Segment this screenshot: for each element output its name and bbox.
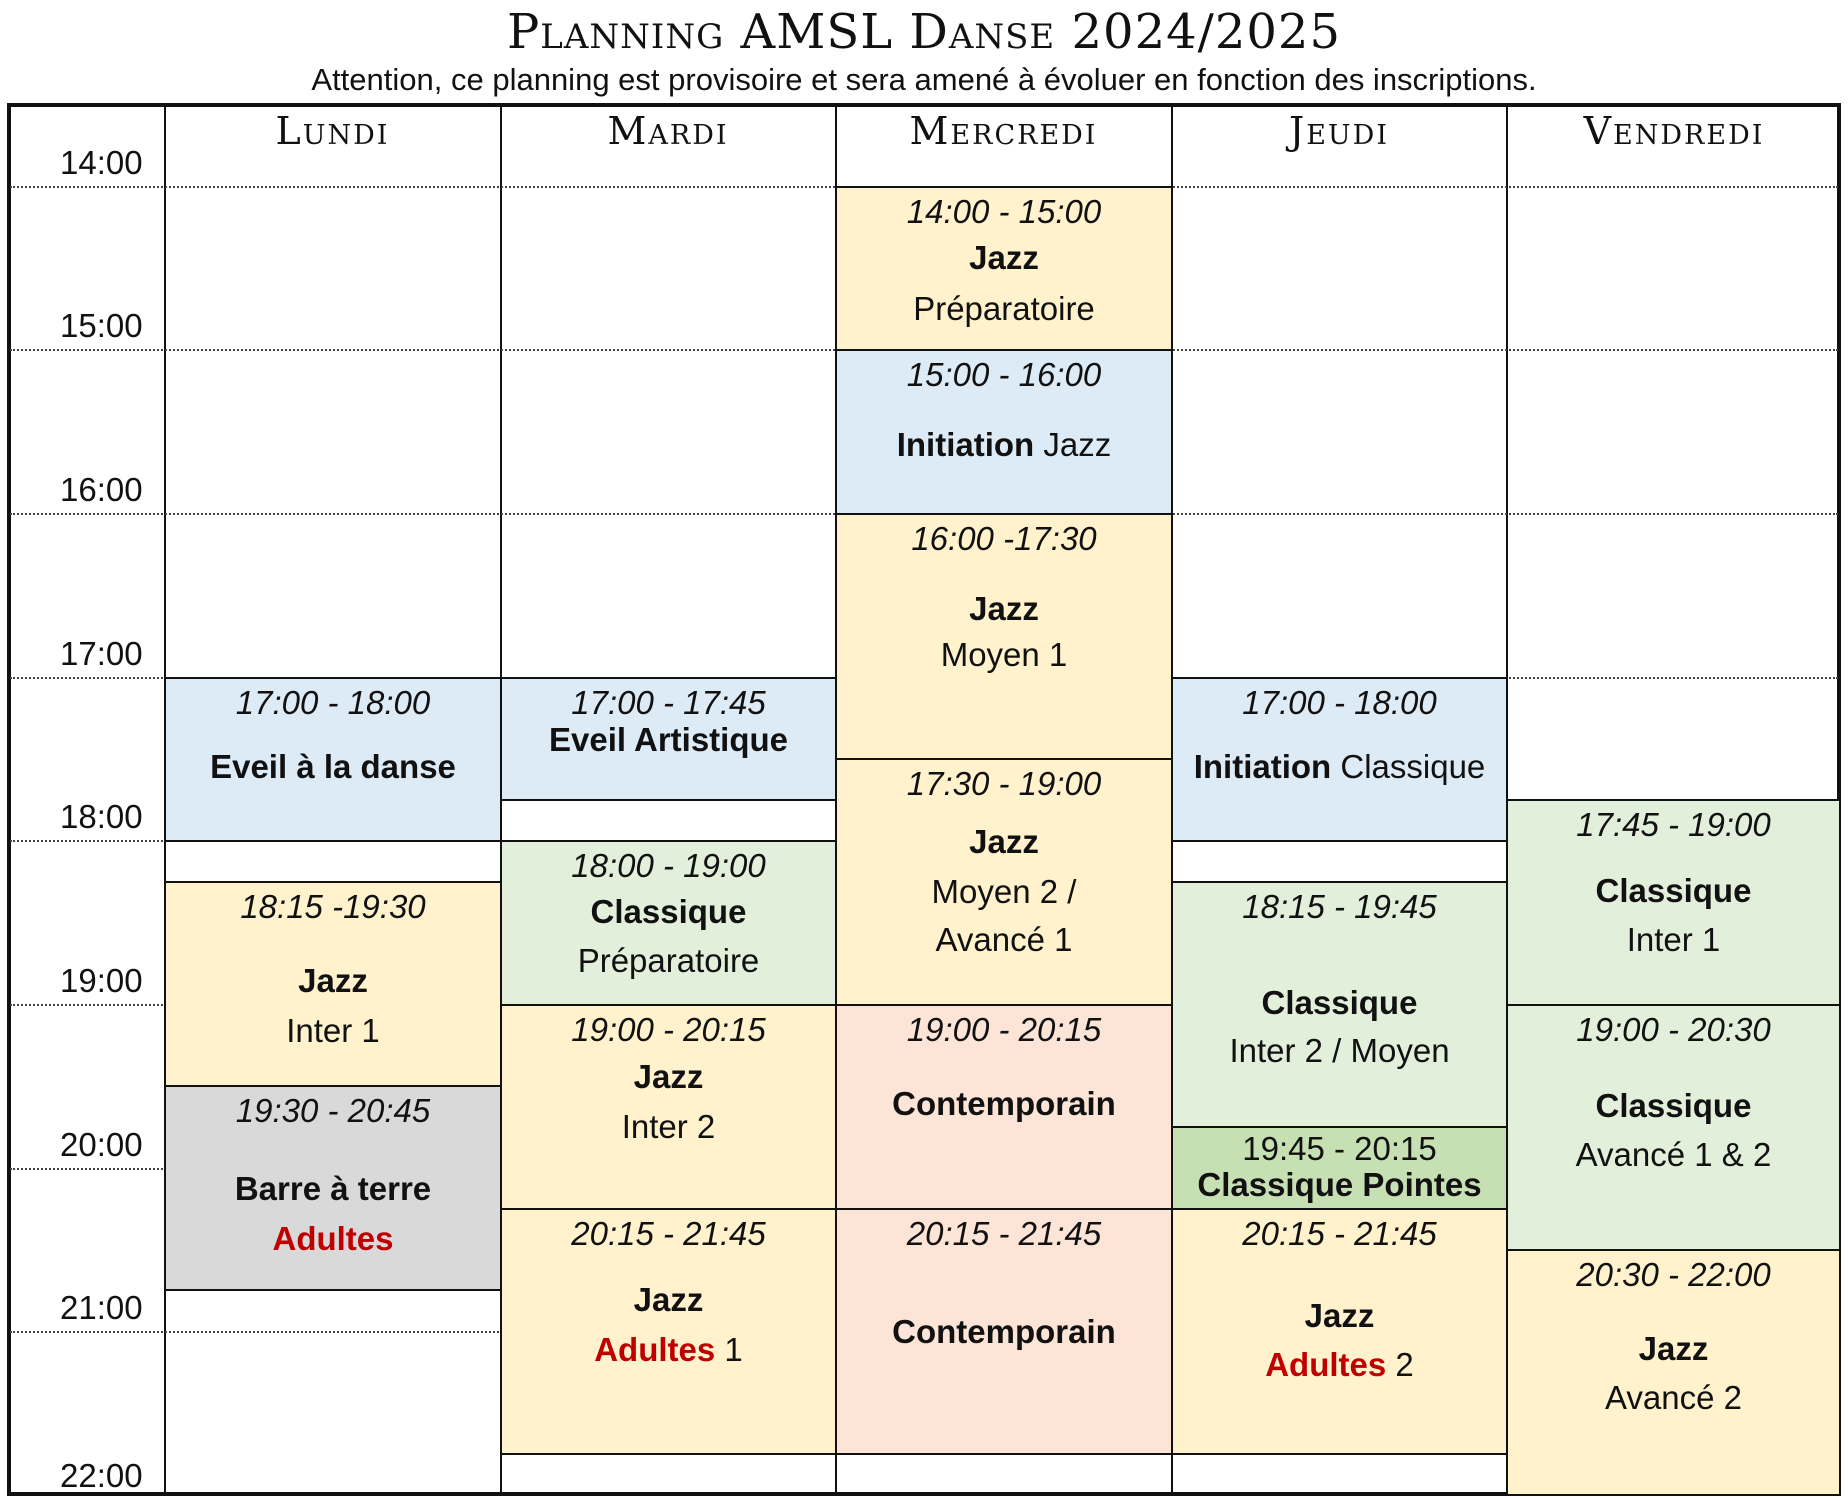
course-time: 14:00 - 15:00 [906, 193, 1102, 230]
course-name: Barre à terre [234, 1170, 432, 1207]
page-subtitle: Attention, ce planning est provisoire et sera amené à évoluer en fonction des inscriptions. [311, 62, 1537, 97]
course-level: Inter 1 [286, 1012, 380, 1049]
time-label: 17:00 [60, 635, 143, 672]
course-block-mercredi-initiation [835, 349, 1173, 515]
course-name: Jazz [633, 1281, 704, 1318]
time-label: 14:00 [60, 144, 143, 181]
time-label: 16:00 [60, 471, 143, 508]
course-time: 20:15 - 21:45 [571, 1215, 766, 1252]
course-name: Eveil Artistique [548, 721, 788, 758]
day-header-vendredi: Vendredi [1583, 109, 1765, 153]
course-name: Jazz [1638, 1330, 1709, 1367]
course-block-vendredi-jazz-avance2 [1506, 1249, 1841, 1496]
course-level: Avancé 2 [1605, 1379, 1742, 1416]
course-time: 18:15 -19:30 [240, 888, 426, 925]
course-time: 15:00 - 16:00 [906, 356, 1102, 393]
course-block-lundi-jazz [164, 881, 502, 1087]
course-time: 20:30 - 22:00 [1576, 1256, 1771, 1293]
course-name: Jazz [298, 962, 368, 999]
course-name: Jazz [1304, 1297, 1375, 1334]
course-level: Avancé 1 [935, 921, 1073, 958]
course-level: Adultes [272, 1220, 394, 1257]
course-block-mardi-eveil [500, 677, 837, 801]
course-name: Contemporain [892, 1313, 1116, 1350]
day-header-mardi: Mardi [607, 109, 729, 153]
course-name: Jazz [969, 823, 1039, 860]
time-label: 18:00 [60, 798, 143, 835]
course-level: Inter 1 [1626, 921, 1721, 958]
course-style: Jazz [1034, 426, 1112, 463]
course-name: Classique Pointes [1197, 1166, 1482, 1203]
adultes-label: Adultes [594, 1331, 716, 1368]
course-level: Moyen 2 / [931, 873, 1077, 910]
course-name: Jazz [969, 590, 1039, 627]
course-block-lundi-eveil [164, 677, 502, 842]
course-level: Préparatoire [913, 290, 1095, 327]
course-time: 17:45 - 19:00 [1576, 806, 1771, 843]
course-name: Classique [590, 893, 747, 930]
adultes-label: Adultes [1265, 1346, 1387, 1383]
page-title: Planning AMSL Danse 2024/2025 [507, 4, 1341, 60]
course-style: Classique [1331, 748, 1486, 785]
course-name: Classique [1595, 872, 1752, 909]
course-time: 16:00 -17:30 [911, 520, 1097, 557]
course-block-jeudi-classique [1171, 881, 1508, 1128]
course-block-mercredi-jazz-moyen1 [835, 513, 1173, 760]
course-level: Inter 2 / Moyen [1229, 1032, 1450, 1069]
course-name: Jazz [633, 1058, 704, 1095]
day-header-lundi: Lundi [275, 109, 390, 153]
course-name [1173, 741, 1506, 793]
course-name: Eveil à la danse [210, 748, 456, 785]
day-header-mercredi: Mercredi [909, 109, 1098, 153]
course-block-mercredi-jazz-prep [835, 186, 1173, 351]
course-time: 17:30 - 19:00 [906, 765, 1102, 802]
course-time: 19:00 - 20:15 [906, 1011, 1102, 1048]
level-number: 1 [715, 1331, 743, 1368]
time-label: 20:00 [60, 1126, 143, 1163]
course-block-mardi-jazz-adultes [500, 1208, 837, 1455]
course-level: Avancé 1 & 2 [1575, 1136, 1772, 1173]
course-block-jeudi-pointes [1171, 1126, 1508, 1210]
course-time: 17:00 - 17:45 [571, 684, 766, 721]
course-time: 19:30 - 20:45 [235, 1092, 431, 1129]
course-name [837, 419, 1171, 471]
time-label: 22:00 [60, 1457, 143, 1494]
level-number: 2 [1386, 1346, 1414, 1383]
course-time: 17:00 - 18:00 [1242, 684, 1437, 721]
time-label: 15:00 [60, 307, 143, 344]
course-time: 19:00 - 20:15 [571, 1011, 766, 1048]
course-time: 20:15 - 21:45 [1242, 1215, 1437, 1252]
course-block-mardi-classique [500, 840, 837, 1006]
course-time: 18:15 - 19:45 [1242, 888, 1437, 925]
course-block-mardi-jazz-inter2 [500, 1004, 837, 1210]
course-block-lundi-barre [164, 1085, 502, 1291]
course-time: 20:15 - 21:45 [906, 1215, 1102, 1252]
course-block-mercredi-jazz-moyen2 [835, 758, 1173, 1006]
course-level [502, 1326, 835, 1374]
course-type: Initiation [1193, 748, 1332, 785]
course-time: 19:45 - 20:15 [1242, 1130, 1437, 1167]
time-label: 21:00 [60, 1289, 143, 1326]
course-block-vendredi-classique-inter1 [1506, 799, 1841, 1006]
course-block-jeudi-initiation [1171, 677, 1508, 842]
course-level: Inter 2 [621, 1108, 716, 1145]
day-header-jeudi: Jeudi [1288, 109, 1389, 153]
course-level: Moyen 1 [940, 636, 1068, 673]
time-label: 19:00 [60, 962, 143, 999]
course-name: Classique [1595, 1087, 1752, 1124]
course-level [1173, 1342, 1506, 1388]
course-name: Classique [1261, 984, 1418, 1021]
course-name: Contemporain [892, 1085, 1116, 1122]
course-time: 18:00 - 19:00 [571, 847, 766, 884]
course-block-vendredi-classique-avance [1506, 1004, 1841, 1251]
course-level: Préparatoire [577, 942, 760, 979]
course-time: 17:00 - 18:00 [235, 684, 431, 721]
course-block-mercredi-contemporain-1 [835, 1004, 1173, 1210]
course-time: 19:00 - 20:30 [1576, 1011, 1771, 1048]
course-type: Initiation [896, 426, 1035, 463]
course-block-jeudi-jazz-adultes [1171, 1208, 1508, 1455]
course-block-mercredi-contemporain-2 [835, 1208, 1173, 1455]
course-name: Jazz [969, 239, 1039, 276]
